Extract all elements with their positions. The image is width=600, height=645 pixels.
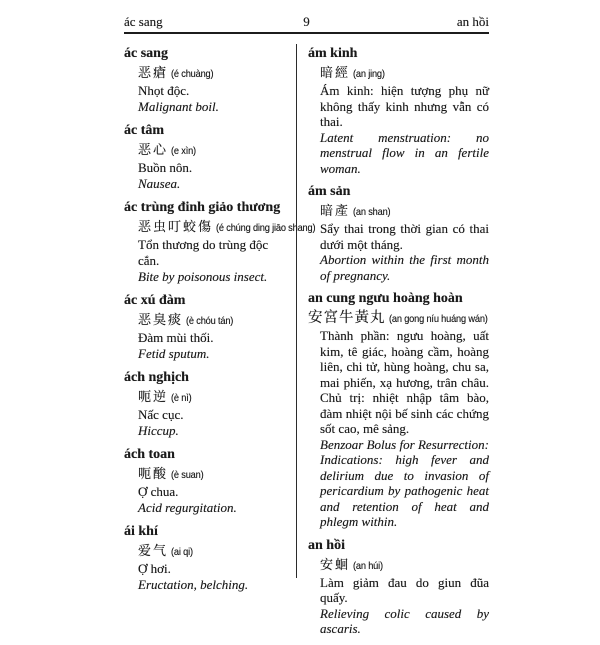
entry-chinese-line bbox=[308, 202, 489, 221]
entry-vietnamese: Ám kinh: hiện tượng phụ nữ không thấy kinh nhưng vẫn có thai. bbox=[320, 83, 489, 129]
entry-english: Malignant boil. bbox=[138, 99, 219, 114]
entry-chinese: 呃逆 bbox=[138, 389, 169, 404]
entry-chinese-line bbox=[308, 309, 489, 328]
dictionary-entry bbox=[124, 524, 290, 593]
dictionary-entry bbox=[308, 538, 489, 637]
entry-chinese: 安宮牛黃丸 bbox=[308, 310, 386, 326]
entry-chinese: 爱气 bbox=[138, 543, 169, 558]
entry-vietnamese: Làm giảm đau do giun đũa quấy. bbox=[320, 574, 489, 605]
entry-chinese: 恶心 bbox=[138, 142, 169, 157]
entry-vietnamese: Thành phần: ngưu hoàng, uất kim, tê giác, hoàng cầm, hoàng liên, chi tử, hùng hoàng, chu sa, mai phiến, xạ hương, trân châu. Chủ trị: nhiệt nhập tâm bào, đàm nhiệt nội bế sinh các chứng sốt cao, mê sảng. bbox=[320, 328, 489, 436]
entry-chinese-line bbox=[124, 542, 290, 561]
dictionary-entry bbox=[308, 291, 489, 530]
entry-pinyin: (è suan) bbox=[171, 469, 204, 481]
dictionary-entry bbox=[308, 46, 489, 176]
entry-headword: an hồi bbox=[308, 537, 345, 553]
entry-english: Eructation, belching. bbox=[138, 577, 249, 592]
entry-headword: ám kinh bbox=[308, 46, 358, 61]
entry-headword: ám sản bbox=[308, 184, 351, 199]
entry-vietnamese: Ợ chua. bbox=[138, 484, 179, 499]
entry-chinese-line bbox=[308, 64, 489, 83]
entry-chinese-line bbox=[124, 388, 290, 407]
entry-english: Benzoar Bolus for Resurrection: Indications: high fever and delirium due to invasion of pericardium by pathogenic heat and retention of heat and phlegm within. bbox=[320, 436, 489, 529]
entry-english: Bite by poisonous insect. bbox=[138, 269, 268, 284]
entry-vietnamese: Buồn nôn. bbox=[138, 160, 193, 175]
entry-chinese-line bbox=[124, 218, 316, 237]
entry-chinese-line bbox=[308, 556, 489, 575]
dictionary-entry bbox=[308, 184, 489, 283]
entry-english: Acid regurgitation. bbox=[138, 500, 237, 515]
page-number: 9 bbox=[303, 14, 310, 29]
entry-pinyin: (an gong níu huáng wán) bbox=[388, 313, 488, 325]
entry-pinyin: (ai qi) bbox=[171, 546, 194, 558]
entry-vietnamese: Nấc cục. bbox=[138, 407, 184, 422]
entry-english: Latent menstruation: no menstrual flow in an fertile woman. bbox=[320, 129, 489, 176]
entry-headword: ác tâm bbox=[124, 123, 165, 138]
entry-chinese-line bbox=[124, 141, 290, 160]
entry-vietnamese: Nhọt độc. bbox=[138, 83, 190, 98]
entry-english: Abortion within the first month of pregnancy. bbox=[320, 252, 489, 283]
entry-headword: ác xú đàm bbox=[124, 293, 186, 308]
entry-chinese: 恶虫叮蛟傷 bbox=[138, 219, 214, 234]
dictionary-entry bbox=[124, 200, 316, 285]
entry-pinyin: (é chuàng) bbox=[171, 68, 214, 80]
entry-english: Fetid sputum. bbox=[138, 346, 210, 361]
entry-english: Hiccup. bbox=[138, 423, 179, 438]
entry-chinese-line bbox=[124, 465, 290, 484]
entry-headword: ách nghịch bbox=[124, 370, 189, 385]
right-column bbox=[308, 46, 489, 645]
dictionary-entry bbox=[124, 123, 290, 192]
entry-headword: ác trùng đinh giảo thương bbox=[124, 200, 281, 215]
entry-vietnamese: Tổn thương do trùng độc cắn. bbox=[138, 237, 269, 268]
entry-pinyin: (an jing) bbox=[353, 68, 386, 80]
entry-pinyin: (è chóu tán) bbox=[186, 315, 234, 327]
entry-english: Nausea. bbox=[138, 176, 181, 191]
entry-headword: ác sang bbox=[124, 46, 168, 61]
entry-chinese: 安蛔 bbox=[320, 556, 351, 572]
entry-pinyin: (e xìn) bbox=[171, 145, 197, 157]
entry-pinyin: (é chúng ding jiāo shang) bbox=[216, 222, 316, 234]
dictionary-entry bbox=[124, 46, 290, 115]
left-column bbox=[124, 46, 316, 601]
dictionary-entry bbox=[124, 370, 290, 439]
header-right-guide-word: an hồi bbox=[456, 14, 489, 29]
entry-vietnamese: Ợ hơi. bbox=[138, 561, 171, 576]
column-divider-rule bbox=[296, 44, 297, 578]
entry-headword: an cung ngưu hoàng hoàn bbox=[308, 291, 463, 306]
entry-headword: ái khí bbox=[124, 524, 158, 539]
entry-chinese-line bbox=[124, 64, 290, 83]
dictionary-entry bbox=[124, 447, 290, 516]
entry-chinese: 恶臭痰 bbox=[138, 312, 184, 327]
entry-chinese: 呃酸 bbox=[138, 466, 169, 481]
entry-vietnamese: Đàm mùi thối. bbox=[138, 330, 214, 345]
entry-chinese: 暗產 bbox=[320, 203, 351, 218]
entry-pinyin: (è nì) bbox=[171, 392, 192, 404]
entry-pinyin: (an shan) bbox=[353, 206, 391, 218]
entry-chinese: 暗經 bbox=[320, 65, 351, 80]
entry-english: Relieving colic caused by ascaris. bbox=[320, 605, 489, 636]
running-header bbox=[124, 14, 489, 34]
dictionary-entry bbox=[124, 293, 290, 362]
entry-chinese-line bbox=[124, 311, 290, 330]
entry-chinese: 恶瘡 bbox=[138, 65, 169, 80]
entry-pinyin: (an húi) bbox=[353, 559, 384, 572]
entry-headword: ách toan bbox=[124, 447, 175, 462]
entry-vietnamese: Sẩy thai trong thời gian có thai dưới một tháng. bbox=[320, 221, 489, 252]
header-left-guide-word: ác sang bbox=[124, 14, 163, 29]
